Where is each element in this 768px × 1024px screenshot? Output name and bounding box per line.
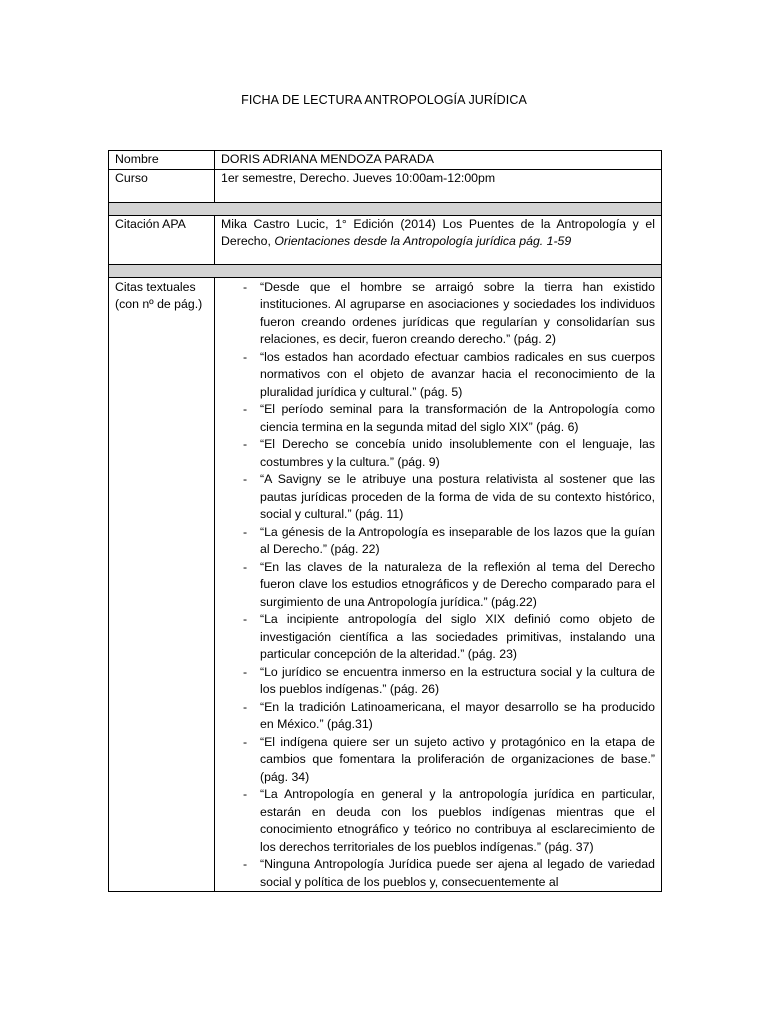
- row-curso: [109, 169, 662, 202]
- citas-label: [109, 277, 215, 892]
- quote-text: “los estados han acordado efectuar cambios radicales en sus cuerpos normativos con el objeto de avanzar hacia el reconocimiento de la pluralidad jurídica y cultural.” (pág. 5): [260, 349, 655, 399]
- curso-label: Curso: [109, 169, 215, 202]
- document-title: FICHA DE LECTURA ANTROPOLOGÍA JURÍDICA: [241, 93, 527, 107]
- list-bullet: -: [243, 612, 248, 626]
- row-nombre: [109, 151, 662, 170]
- reading-card-table: [108, 150, 662, 892]
- list-bullet: -: [243, 402, 248, 416]
- curso-value: 1er semestre, Derecho. Jueves 10:00am-12:00pm: [215, 169, 662, 202]
- list-bullet: -: [243, 734, 248, 749]
- row-citas-textuales: [109, 277, 662, 892]
- quote-text: “El indígena quiere ser un sujeto activo y protagónico en la etapa de cambios que fomentara la proliferación de organizaciones de base.” (pág. 34): [260, 734, 655, 784]
- list-item: [243, 471, 655, 524]
- citacion-text: Mika Castro Lucic, 1° Edición (2014) Los Puentes de la Antropología y el Derecho,: [221, 216, 655, 248]
- list-bullet: -: [243, 787, 248, 801]
- shaded-separator-row: [109, 202, 662, 215]
- list-item: [243, 856, 655, 891]
- quote-text: “La incipiente antropología del siglo XIX definió como objeto de investigación científica a las sociedades primitivas, instalando una particular concepción de la alteridad.” (pág. 23): [260, 612, 655, 661]
- list-item: [243, 611, 655, 664]
- quote-text: “La génesis de la Antropología es inseparable de los lazos que la guían al Derecho.” (pág. 22): [260, 524, 655, 556]
- quote-text: “La Antropología en general y la antropología jurídica en particular, estarán en deuda con los pueblos indígenas mientras que el conocimiento etnográfico y teórico no contribuya al esclarecimiento de los derechos territoriales de los pueblos indígenas.” (pág. 37): [260, 787, 655, 854]
- list-bullet: -: [243, 437, 248, 451]
- quotes-list: [215, 277, 662, 892]
- quote-text: “Lo jurídico se encuentra inmerso en la estructura social y la cultura de los pueblos indígenas.” (pág. 26): [260, 664, 655, 696]
- citacion-value: [215, 215, 662, 264]
- quote-text: “Desde que el hombre se arraigó sobre la tierra han existido instituciones. Al agruparse en asociaciones y sociedades los individuos fueron creando ordenes jurídicas que regularían y consolidarían sus relaciones, es decir, fueron creando derecho.” (pág. 2): [260, 279, 655, 346]
- citas-label-line1: Citas textuales: [115, 279, 196, 294]
- quote-text: “En las claves de la naturaleza de la reflexión al tema del Derecho fueron clave los estudios etnográficos y de Derecho comparado para el surgimiento de una Antropología jurídica.” (pág.22): [260, 559, 655, 609]
- quote-text: “En la tradición Latinoamericana, el mayor desarrollo se ha producido en México.” (pág.31): [260, 699, 655, 731]
- list-item: [243, 349, 655, 402]
- shaded-separator-row: [109, 264, 662, 277]
- list-bullet: -: [243, 524, 248, 539]
- list-item: [243, 401, 655, 436]
- citacion-label: Citación APA: [109, 215, 215, 264]
- list-item: [243, 786, 655, 856]
- list-item: [243, 279, 655, 349]
- list-bullet: -: [243, 699, 248, 714]
- citas-label-line2: (con nº de pág.): [115, 297, 203, 311]
- list-item: [243, 699, 655, 734]
- list-bullet: -: [243, 857, 248, 871]
- citacion-italic: Orientaciones desde la Antropología jurídica pág. 1-59: [274, 234, 572, 248]
- quote-text: “Ninguna Antropología Jurídica puede ser ajena al legado de variedad social y política de los pueblos y, consecuentemente al: [260, 857, 655, 889]
- nombre-label: Nombre: [109, 151, 215, 170]
- nombre-value: DORIS ADRIANA MENDOZA PARADA: [215, 151, 662, 170]
- quote-text: “El Derecho se concebía unido insolublemente con el lenguaje, las costumbres y la cultura.” (pág. 9): [260, 437, 655, 469]
- list-bullet: -: [243, 559, 248, 574]
- row-citacion: [109, 215, 662, 264]
- list-item: [243, 734, 655, 787]
- list-bullet: -: [243, 472, 248, 486]
- list-item: [243, 559, 655, 612]
- list-bullet: -: [243, 279, 248, 294]
- list-bullet: -: [243, 664, 248, 679]
- list-bullet: -: [243, 349, 248, 364]
- quote-text: “El período seminal para la transformación de la Antropología como ciencia termina en la segunda mitad del siglo XIX” (pág. 6): [260, 402, 655, 434]
- list-item: [243, 524, 655, 559]
- list-item: [243, 664, 655, 699]
- quote-text: “A Savigny se le atribuye una postura relativista al sostener que las pautas jurídicas proceden de la forma de vida de su contexto histórico, social y cultural.” (pág. 11): [260, 472, 655, 521]
- list-item: [243, 436, 655, 471]
